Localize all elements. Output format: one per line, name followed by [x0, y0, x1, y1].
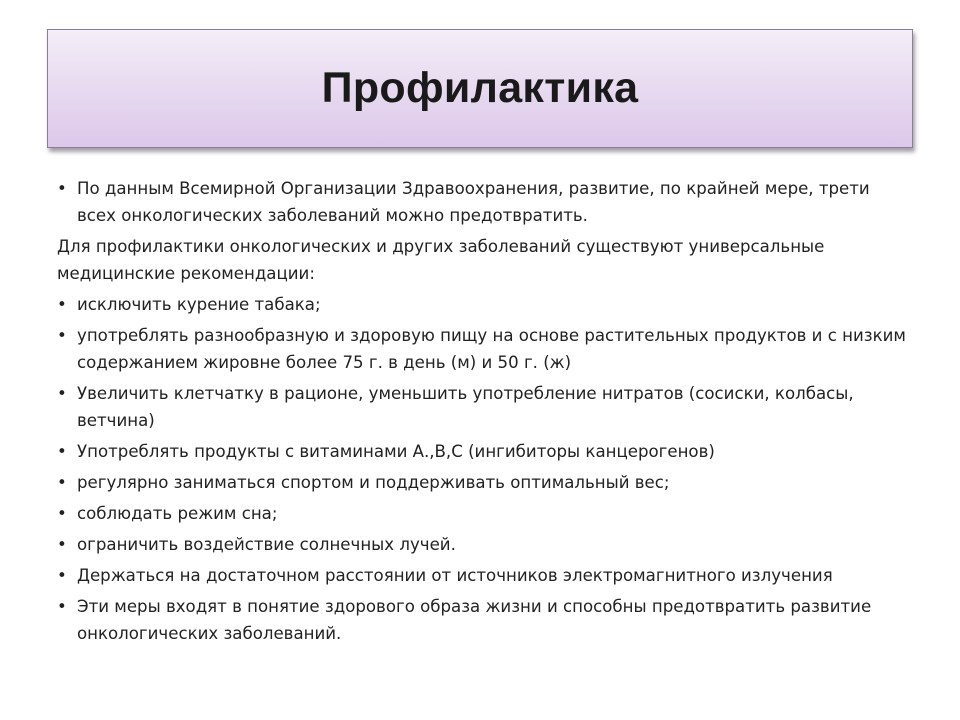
- list-item: [57, 469, 907, 496]
- slide-title: Профилактика: [321, 64, 639, 112]
- list-item: [57, 322, 907, 376]
- list-item: [57, 593, 907, 647]
- list-item-text: Эти меры входят в понятие здорового образа жизни и способны предотвратить развитие онкологических заболеваний.: [77, 597, 872, 643]
- list-item: [57, 562, 907, 589]
- list-item: [57, 291, 907, 318]
- bullet-icon: •: [57, 384, 67, 403]
- list-item-text: исключить курение табака;: [77, 295, 321, 314]
- intro-paragraph: [57, 233, 907, 287]
- bullet-icon: •: [57, 179, 67, 198]
- list-item-text: ограничить воздействие солнечных лучей.: [77, 535, 456, 554]
- list-item-text: Держаться на достаточном расстоянии от источников электромагнитного излучения: [77, 566, 833, 585]
- list-item-text: соблюдать режим сна;: [77, 504, 278, 523]
- list-item-text: регулярно заниматься спортом и поддерживать оптимальный вес;: [77, 473, 670, 492]
- list-item-text: Увеличить клетчатку в рационе, уменьшить употребление нитратов (сосиски, колбасы, ветчина): [77, 384, 854, 430]
- bullet-icon: •: [57, 295, 67, 314]
- list-item-text: Употреблять продукты с витаминами А.,В,С (ингибиторы канцерогенов): [77, 442, 715, 461]
- bullet-icon: •: [57, 535, 67, 554]
- bullet-icon: •: [57, 442, 67, 461]
- list-item: [57, 175, 907, 229]
- list-item-text: употреблять разнообразную и здоровую пищу на основе растительных продуктов и с низким содержанием жировне более 75 г. в день (м) и 50 г. (ж): [77, 326, 906, 372]
- bullet-icon: •: [57, 473, 67, 492]
- title-box: [47, 29, 913, 148]
- list-item-text: По данным Всемирной Организации Здравоохранения, развитие, по крайней мере, трети всех онкологических заболеваний можно предотвратить.: [77, 179, 870, 225]
- list-item: [57, 531, 907, 558]
- bullet-icon: •: [57, 326, 67, 345]
- bullet-icon: •: [57, 597, 67, 616]
- bullet-icon: •: [57, 566, 67, 585]
- intro-paragraph-text: Для профилактики онкологических и других заболеваний существуют универсальные медицинские рекомендации:: [57, 237, 825, 283]
- list-item: [57, 438, 907, 465]
- bullet-icon: •: [57, 504, 67, 523]
- list-item: [57, 500, 907, 527]
- slide-body: [57, 175, 907, 651]
- list-item: [57, 380, 907, 434]
